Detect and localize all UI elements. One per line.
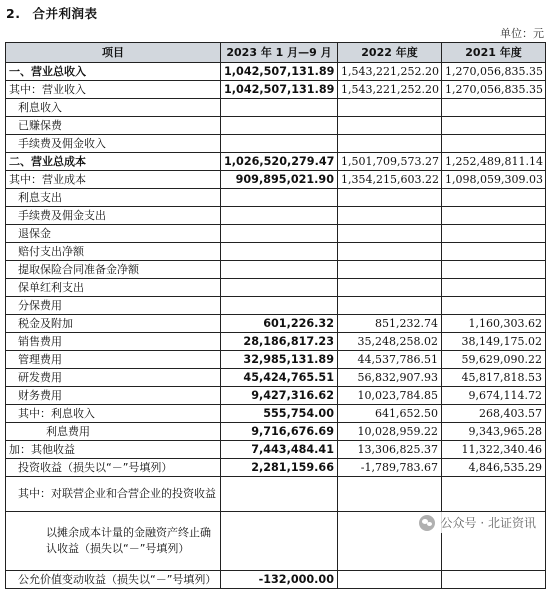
row-label: 研发费用 bbox=[6, 369, 221, 387]
cell-2022 bbox=[338, 297, 442, 315]
cell-2021: 1,270,056,835.35 bbox=[442, 63, 546, 81]
cell-2021: 9,343,965.28 bbox=[442, 423, 546, 441]
cell-2022: 35,248,258.02 bbox=[338, 333, 442, 351]
row-label: 利息费用 bbox=[6, 423, 221, 441]
cell-2022: 1,543,221,252.20 bbox=[338, 81, 442, 99]
cell-2023 bbox=[221, 297, 338, 315]
cell-2021 bbox=[442, 117, 546, 135]
cell-2021 bbox=[442, 477, 546, 512]
row-label: 加：其他收益 bbox=[6, 441, 221, 459]
income-statement-table bbox=[5, 42, 546, 589]
row-label: 分保费用 bbox=[6, 297, 221, 315]
table-row bbox=[6, 99, 546, 117]
row-label: 利息收入 bbox=[6, 99, 221, 117]
row-label: 财务费用 bbox=[6, 387, 221, 405]
table-row bbox=[6, 387, 546, 405]
table-row bbox=[6, 369, 546, 387]
table-row bbox=[6, 441, 546, 459]
section-title: 合并利润表 bbox=[32, 6, 98, 21]
table-row bbox=[6, 189, 546, 207]
cell-2022: 851,232.74 bbox=[338, 315, 442, 333]
unit-label: 单位：元 bbox=[500, 27, 544, 40]
cell-2022 bbox=[338, 99, 442, 117]
table-row bbox=[6, 279, 546, 297]
cell-2021: 1,160,303.62 bbox=[442, 315, 546, 333]
cell-2021 bbox=[442, 99, 546, 117]
cell-2023 bbox=[221, 225, 338, 243]
row-label: 其中：利息收入 bbox=[6, 405, 221, 423]
cell-2023 bbox=[221, 189, 338, 207]
header-2021: 2021 年度 bbox=[442, 43, 546, 63]
cell-2023 bbox=[221, 243, 338, 261]
table-row bbox=[6, 117, 546, 135]
cell-2022 bbox=[338, 189, 442, 207]
row-label: 手续费及佣金收入 bbox=[6, 135, 221, 153]
table-row bbox=[6, 459, 546, 477]
header-2022: 2022 年度 bbox=[338, 43, 442, 63]
cell-2021: 59,629,090.22 bbox=[442, 351, 546, 369]
table-row bbox=[6, 243, 546, 261]
table-row bbox=[6, 405, 546, 423]
cell-2023: 1,042,507,131.89 bbox=[221, 81, 338, 99]
cell-2023 bbox=[221, 99, 338, 117]
cell-2021: 45,817,818.53 bbox=[442, 369, 546, 387]
cell-2022 bbox=[338, 225, 442, 243]
table-row bbox=[6, 333, 546, 351]
row-label: 公允价值变动收益（损失以“－”号填列） bbox=[6, 571, 221, 589]
row-label: 保单红利支出 bbox=[6, 279, 221, 297]
table-row bbox=[6, 423, 546, 441]
cell-2022 bbox=[338, 571, 442, 589]
row-label: 一、营业总收入 bbox=[6, 63, 221, 81]
cell-2023: 555,754.00 bbox=[221, 405, 338, 423]
cell-2023: 2,281,159.66 bbox=[221, 459, 338, 477]
cell-2023 bbox=[221, 512, 338, 571]
cell-2021: 1,252,489,811.14 bbox=[442, 153, 546, 171]
row-label: 赔付支出净额 bbox=[6, 243, 221, 261]
cell-2022 bbox=[338, 477, 442, 512]
cell-2023: 9,427,316.62 bbox=[221, 387, 338, 405]
cell-2022 bbox=[338, 135, 442, 153]
table-row bbox=[6, 153, 546, 171]
row-label: 投资收益（损失以“－”号填列） bbox=[6, 459, 221, 477]
row-label: 退保金 bbox=[6, 225, 221, 243]
cell-2021: 1,098,059,309.03 bbox=[442, 171, 546, 189]
table-header-row bbox=[6, 43, 546, 63]
table-row bbox=[6, 171, 546, 189]
cell-2021 bbox=[442, 207, 546, 225]
cell-2023: 601,226.32 bbox=[221, 315, 338, 333]
cell-2021 bbox=[442, 297, 546, 315]
cell-2022: 1,501,709,573.27 bbox=[338, 153, 442, 171]
cell-2023 bbox=[221, 135, 338, 153]
cell-2022 bbox=[338, 279, 442, 297]
cell-2023: 1,042,507,131.89 bbox=[221, 63, 338, 81]
cell-2022: 56,832,907.93 bbox=[338, 369, 442, 387]
table-row bbox=[6, 315, 546, 333]
header-2023: 2023 年 1 月—9 月 bbox=[221, 43, 338, 63]
cell-2021 bbox=[442, 225, 546, 243]
row-label: 销售费用 bbox=[6, 333, 221, 351]
cell-2023 bbox=[221, 279, 338, 297]
watermark bbox=[415, 512, 540, 533]
cell-2022 bbox=[338, 117, 442, 135]
row-label: 以摊余成本计量的金融资产终止确认收益（损失以“－”号填列） bbox=[6, 512, 221, 571]
cell-2023: 32,985,131.89 bbox=[221, 351, 338, 369]
table-row bbox=[6, 63, 546, 81]
row-label: 已赚保费 bbox=[6, 117, 221, 135]
cell-2021: 4,846,535.29 bbox=[442, 459, 546, 477]
cell-2023: 909,895,021.90 bbox=[221, 171, 338, 189]
row-label: 管理费用 bbox=[6, 351, 221, 369]
cell-2023 bbox=[221, 261, 338, 279]
cell-2023 bbox=[221, 477, 338, 512]
cell-2022: 641,652.50 bbox=[338, 405, 442, 423]
cell-2021 bbox=[442, 135, 546, 153]
cell-2023: 7,443,484.41 bbox=[221, 441, 338, 459]
cell-2022 bbox=[338, 261, 442, 279]
table-row bbox=[6, 297, 546, 315]
table-row bbox=[6, 207, 546, 225]
cell-2022: 13,306,825.37 bbox=[338, 441, 442, 459]
table-row-jv-investment-income bbox=[6, 477, 546, 512]
cell-2023 bbox=[221, 117, 338, 135]
cell-2023: 28,186,817.23 bbox=[221, 333, 338, 351]
cell-2022: -1,789,783.67 bbox=[338, 459, 442, 477]
cell-2022: 1,543,221,252.20 bbox=[338, 63, 442, 81]
cell-2021: 38,149,175.02 bbox=[442, 333, 546, 351]
wechat-icon bbox=[419, 515, 435, 531]
cell-2023: 9,716,676.69 bbox=[221, 423, 338, 441]
row-label: 其中：营业收入 bbox=[6, 81, 221, 99]
table-row bbox=[6, 261, 546, 279]
table-row-fair-value-change bbox=[6, 571, 546, 589]
row-label: 提取保险合同准备金净额 bbox=[6, 261, 221, 279]
cell-2022: 10,023,784.85 bbox=[338, 387, 442, 405]
cell-2023: -132,000.00 bbox=[221, 571, 338, 589]
cell-2021 bbox=[442, 279, 546, 297]
cell-2022 bbox=[338, 243, 442, 261]
cell-2021 bbox=[442, 571, 546, 589]
section-number: 2. bbox=[6, 6, 21, 21]
cell-2021: 11,322,340.46 bbox=[442, 441, 546, 459]
row-label: 二、营业总成本 bbox=[6, 153, 221, 171]
cell-2022 bbox=[338, 207, 442, 225]
row-label: 手续费及佣金支出 bbox=[6, 207, 221, 225]
header-item: 项目 bbox=[6, 43, 221, 63]
row-label: 其中：营业成本 bbox=[6, 171, 221, 189]
row-label: 其中：对联营企业和合营企业的投资收益 bbox=[6, 477, 221, 512]
cell-2021 bbox=[442, 243, 546, 261]
cell-2021: 9,674,114.72 bbox=[442, 387, 546, 405]
row-label: 利息支出 bbox=[6, 189, 221, 207]
cell-2021: 268,403.57 bbox=[442, 405, 546, 423]
cell-2021: 1,270,056,835.35 bbox=[442, 81, 546, 99]
cell-2021 bbox=[442, 189, 546, 207]
table-row bbox=[6, 81, 546, 99]
table-row bbox=[6, 225, 546, 243]
cell-2022: 1,354,215,603.22 bbox=[338, 171, 442, 189]
cell-2021 bbox=[442, 261, 546, 279]
section-heading bbox=[6, 4, 97, 22]
cell-2023: 1,026,520,279.47 bbox=[221, 153, 338, 171]
cell-2022: 44,537,786.51 bbox=[338, 351, 442, 369]
cell-2022: 10,028,959.22 bbox=[338, 423, 442, 441]
table-row bbox=[6, 351, 546, 369]
watermark-text: 公众号 · 北证资讯 bbox=[440, 516, 536, 530]
table-row bbox=[6, 135, 546, 153]
cell-2023 bbox=[221, 207, 338, 225]
cell-2023: 45,424,765.51 bbox=[221, 369, 338, 387]
row-label: 税金及附加 bbox=[6, 315, 221, 333]
